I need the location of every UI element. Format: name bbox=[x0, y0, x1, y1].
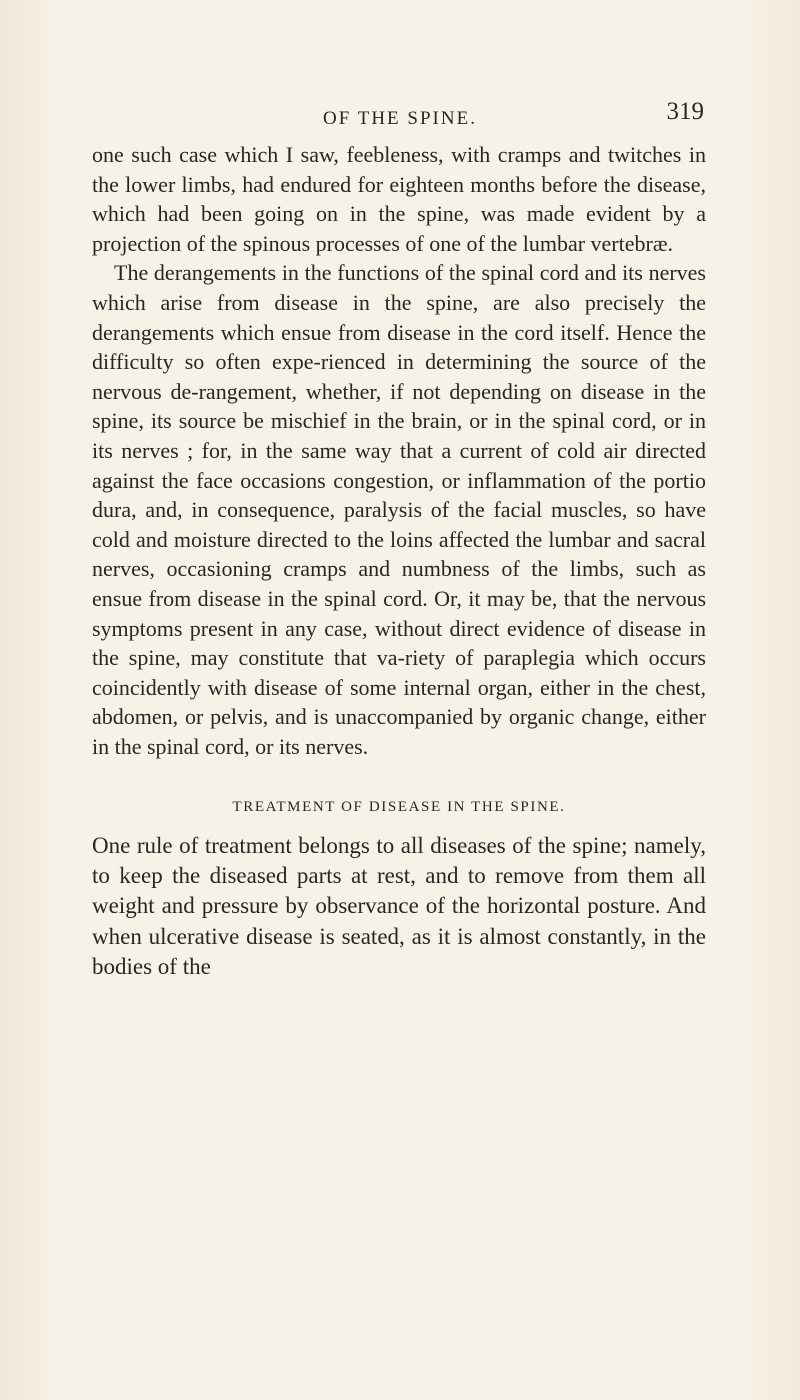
section-heading: TREATMENT OF DISEASE IN THE SPINE. bbox=[232, 799, 566, 816]
page-number: 319 bbox=[666, 98, 704, 125]
paragraph-derangements: The derangements in the functions of the spinal cord and its nerves which arise from disease in the spine, are also precisely the derangements which ensue from disease in the cord itself. Hence the difficulty so often expe-rienced in determining the source of the nervous de-rangement, whether, if not depending on disease in the spine, its source be mischief in the brain, or in the spinal cord, or in its nerves ; for, in the same way that a current of cold air directed against the face occasions congestion, or inflammation of the portio dura, and, in consequence, paralysis of the facial muscles, so have cold and moisture directed to the loins affected the lumbar and sacral nerves, occasioning cramps and numbness of the limbs, such as ensue from disease in the spinal cord. Or, it may be, that the nervous symptoms present in any case, without direct evidence of disease in the spine, may constitute that va-riety of paraplegia which occurs coincidently with disease of some internal organ, either in the chest, abdomen, or pelvis, and is unaccompanied by organic change, either in the spinal cord, or its nerves. bbox=[92, 260, 706, 759]
running-title: OF THE SPINE. bbox=[323, 108, 477, 129]
paragraph-continuation: one such case which I saw, feebleness, with cramps and twitches in the lower limbs, had endured for eighteen months before the disease, which had been going on in the spine, was made evident by a projection of the spinous processes of one of the lumbar vertebræ. bbox=[92, 142, 706, 256]
page-body bbox=[92, 140, 706, 982]
paragraph-treatment: One rule of treatment belongs to all diseases of the spine; namely, to keep the diseased parts at rest, and to remove from them all weight and pressure by observance of the horizontal posture. And when ulcerative disease is seated, as it is almost constantly, in the bodies of the bbox=[92, 833, 706, 979]
